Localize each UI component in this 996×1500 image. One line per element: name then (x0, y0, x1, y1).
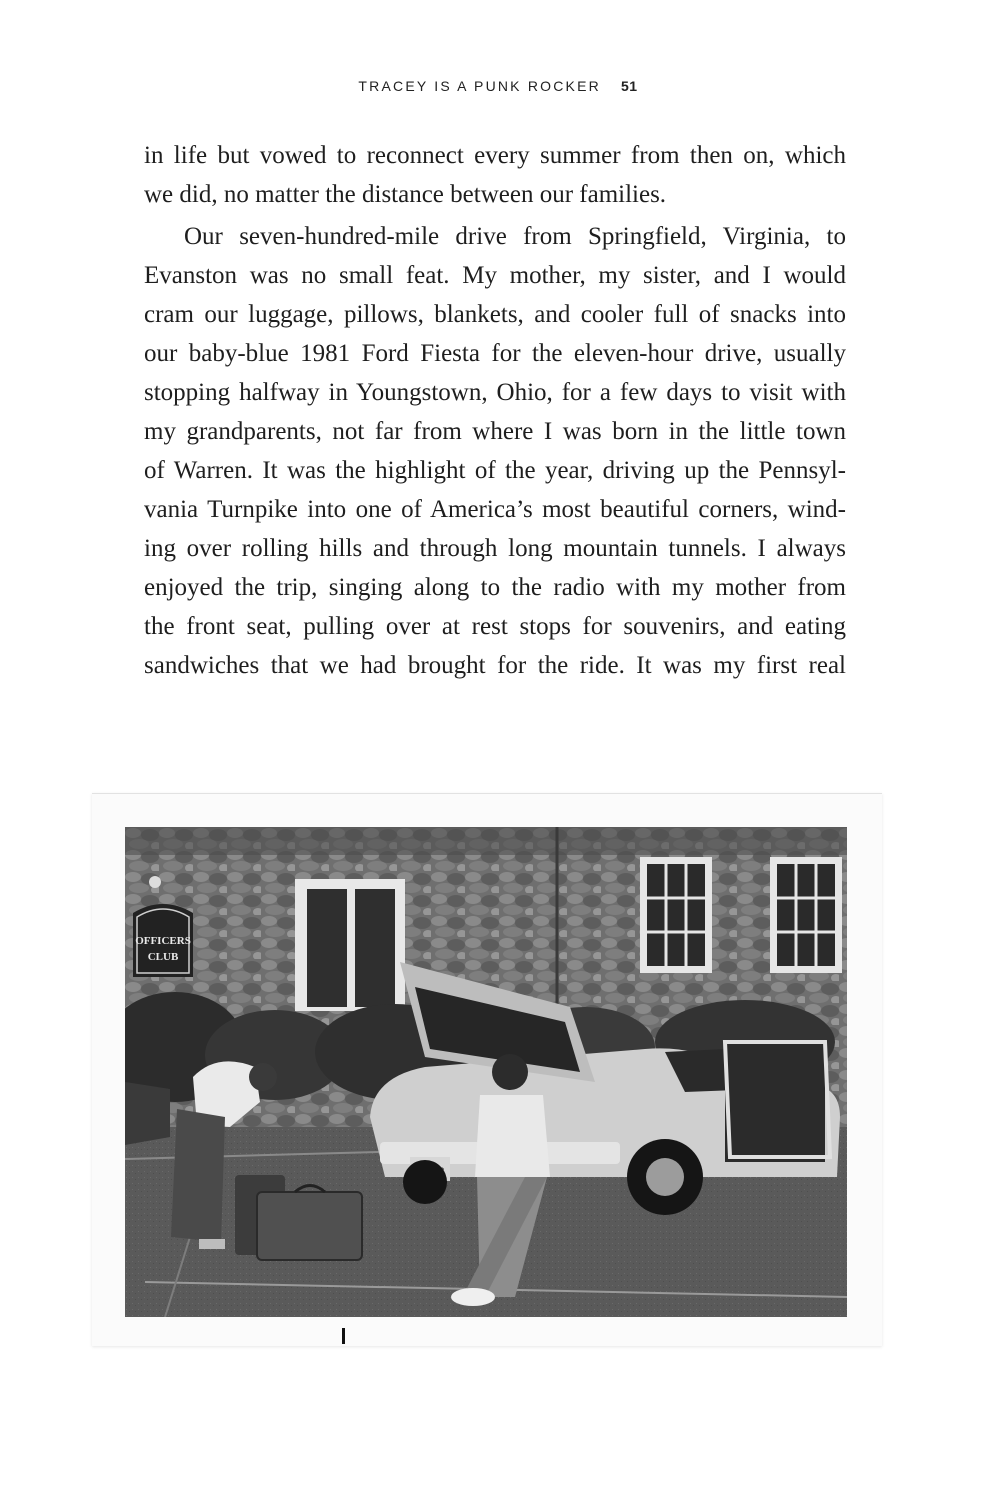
running-title: TRACEY IS A PUNK ROCKER (358, 78, 601, 94)
sign-text-club: CLUB (147, 951, 179, 963)
text-line: we did, no matter the distance between our families. (144, 181, 667, 208)
running-head (0, 78, 996, 94)
text-line: Our seven-hundred-mile drive from Springfield, Virginia, to (184, 223, 846, 250)
text-line: vania Turnpike into one of America’s most beautiful corners, wind- (144, 496, 846, 523)
text-line: stopping halfway in Youngstown, Ohio, for a few days to visit with (144, 379, 846, 406)
text-line: the front seat, pulling over at rest stops for souvenirs, and eating (144, 613, 846, 640)
text-line: of Warren. It was the highlight of the year, driving up the Pennsyl- (144, 457, 846, 484)
text-line: my grandparents, not far from where I was born in the little town (144, 418, 846, 445)
text-line: our baby-blue 1981 Ford Fiesta for the eleven-hour drive, usually (144, 340, 846, 367)
text-line: ing over rolling hills and through long mountain tunnels. I always (144, 535, 846, 562)
photo-mark (342, 1328, 345, 1344)
body-text (144, 136, 846, 685)
text-line: enjoyed the trip, singing along to the radio with my mother from (144, 574, 846, 601)
photograph (125, 827, 847, 1317)
text-line: in life but vowed to reconnect every summer from then on, which (144, 142, 846, 169)
sign-text-officers: OFFICERS (135, 935, 191, 947)
window (770, 857, 842, 973)
photo-mount (92, 793, 882, 1346)
photo-illustration (125, 827, 847, 1317)
french-door (295, 879, 405, 1011)
text-line: Evanston was no small feat. My mother, my sister, and I would (144, 262, 846, 289)
page-number: 51 (621, 78, 638, 94)
text-line: cram our luggage, pillows, blankets, and cooler full of snacks into (144, 301, 846, 328)
text-line: sandwiches that we had brought for the ride. It was my first real (144, 652, 846, 679)
paragraph (144, 217, 846, 685)
window (640, 857, 712, 973)
